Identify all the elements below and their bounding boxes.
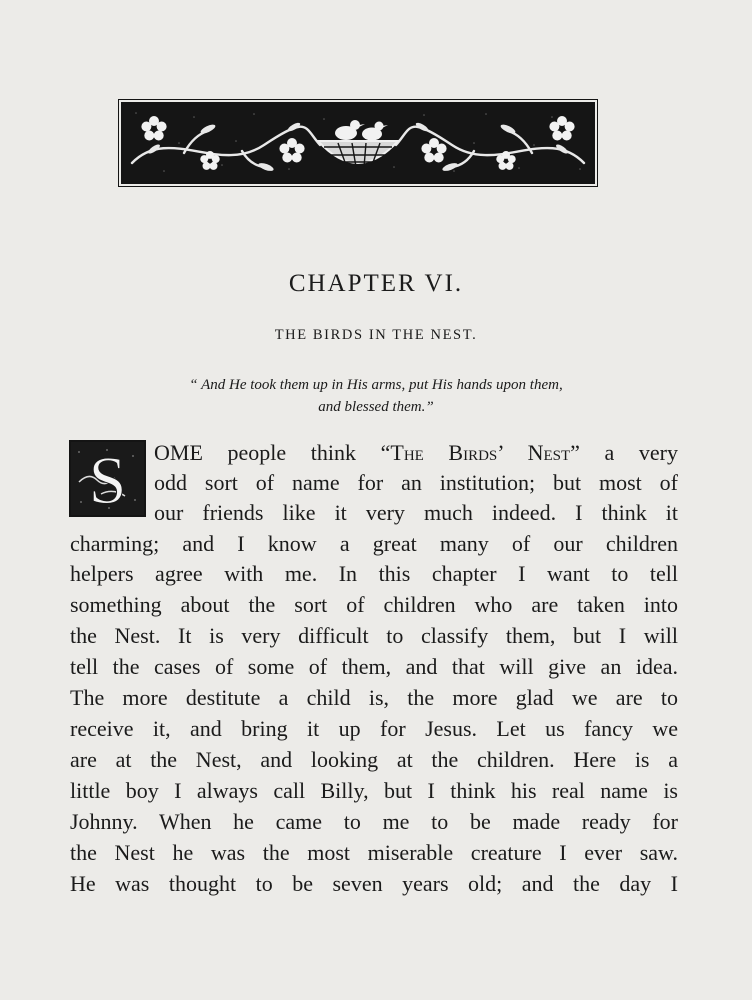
body-line: something about the sort of children who are taken into [70,592,678,617]
body-line: Johnny. When he came to me to be made ready for [70,809,678,834]
body-line: the Nest he was the most miserable creature I ever saw. [70,840,678,865]
body-line [154,438,678,468]
ornamental-header-band [121,102,595,184]
body-line: The more destitute a child is, the more glad we are to [70,685,678,710]
first-line-text-end: ” a very [570,440,678,465]
chapter-title: CHAPTER VI. [288,270,464,297]
body-line: receive it, and bring it up for Jesus. Let us fancy we [70,716,678,741]
body-line: tell the cases of some of them, and that will give an idea. [70,654,678,679]
institution-name-small-caps: The Birds’ Nest [390,440,571,465]
body-line: He was thought to be seven years old; and the day I [70,871,678,896]
body-line: the Nest. It is very difficult to classify them, but I will [70,623,678,648]
body-line: little boy I always call Billy, but I think his real name is [70,778,678,803]
body-line: are at the Nest, and looking at the children. Here is a [70,747,678,772]
decorative-drop-cap [69,440,146,517]
bird-nest-vine-ornament-icon [124,105,592,181]
ornamental-letter-s-icon [71,442,144,515]
epigraph-line: and blessed them.” [318,399,434,415]
body-line: charming; and I know a great many of our children [70,531,678,556]
body-line: our friends like it very much indeed. I think it [154,500,678,525]
drop-cap-letter: S [88,442,127,515]
epigraph-line: “ And He took them up in His arms, put His hands upon them, [189,377,563,393]
body-line: odd sort of name for an institution; but most of [154,470,678,495]
epigraph [90,374,662,418]
chapter-subtitle: THE BIRDS IN THE NEST. [274,327,478,343]
body-line: helpers agree with me. In this chapter I want to tell [70,561,678,586]
first-line-text: OME people think “ [154,440,391,465]
